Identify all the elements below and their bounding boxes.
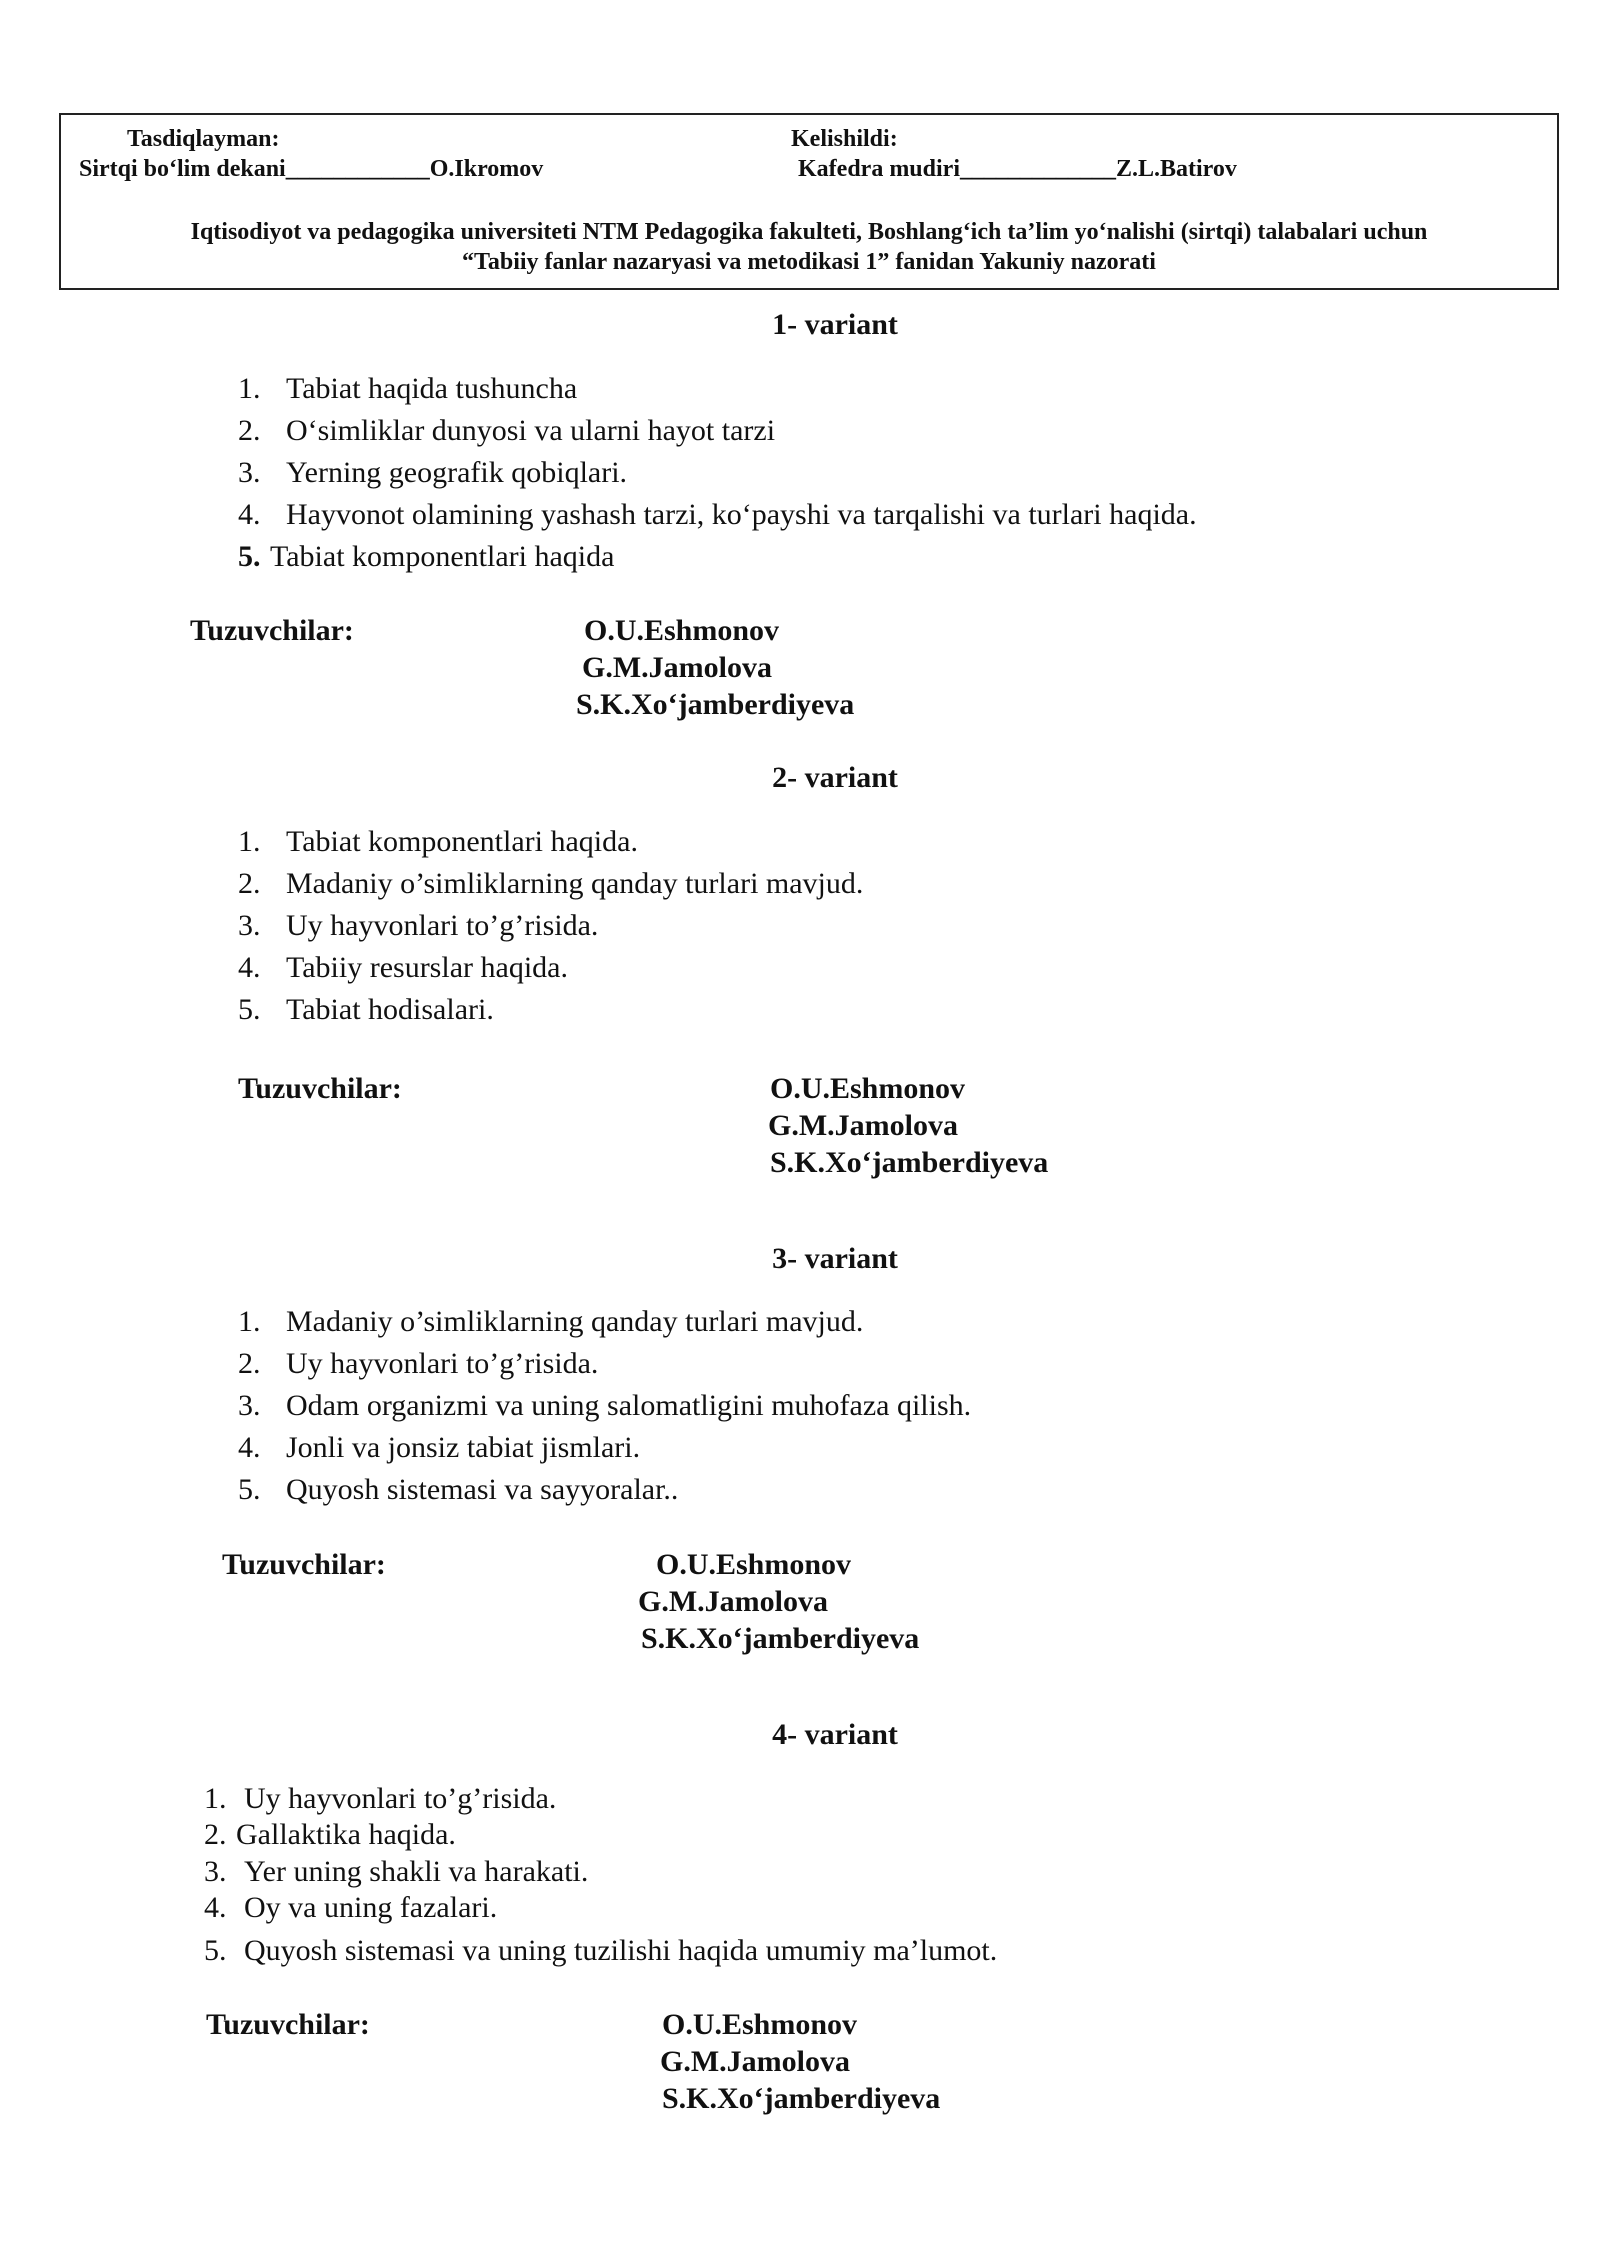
author-name: S.K.Xo‘jamberdiyeva bbox=[662, 2082, 941, 2115]
header-title-line2: “Tabiiy fanlar nazaryasi va metodikasi 1” fanidan Yakuniy nazorati bbox=[462, 249, 1156, 275]
author-name: O.U.Eshmonov bbox=[656, 1548, 852, 1581]
list-item: 5. Quyosh sistemasi va sayyoralar.. bbox=[238, 1473, 679, 1506]
list-item: 2. Madaniy o’simliklarning qanday turlari mavjud. bbox=[238, 867, 864, 900]
author-name: G.M.Jamolova bbox=[582, 651, 772, 684]
list-item: 3. Odam organizmi va uning salomatligini muhofaza qilish. bbox=[238, 1389, 972, 1422]
author-name: G.M.Jamolova bbox=[638, 1585, 828, 1618]
list-item: 5. Tabiat hodisalari. bbox=[238, 993, 494, 1026]
list-item: 2. Gallaktika haqida. bbox=[204, 1818, 456, 1851]
header-title-line1: Iqtisodiyot va pedagogika universiteti NTM Pedagogika fakulteti, Boshlang‘ich ta’lim yo‘nalishi (sirtqi) talabalari uchun bbox=[190, 219, 1428, 245]
variant-2-title: 2- variant bbox=[772, 761, 898, 794]
list-item: 4. Tabiiy resurslar haqida. bbox=[238, 951, 568, 984]
authors-label: Tuzuvchilar: bbox=[222, 1548, 386, 1581]
author-name: S.K.Xo‘jamberdiyeva bbox=[770, 1146, 1049, 1179]
header-box bbox=[59, 113, 1559, 290]
list-item: 5. Quyosh sistemasi va uning tuzilishi haqida umumiy ma’lumot. bbox=[204, 1934, 998, 1967]
list-item: 1. Tabiat komponentlari haqida. bbox=[238, 825, 638, 858]
variant-4-title: 4- variant bbox=[772, 1718, 898, 1751]
author-name: O.U.Eshmonov bbox=[770, 1072, 966, 1105]
list-item: 4. Jonli va jonsiz tabiat jismlari. bbox=[238, 1431, 641, 1464]
list-item: 1. Tabiat haqida tushuncha bbox=[238, 372, 578, 405]
author-name: S.K.Xo‘jamberdiyeva bbox=[641, 1622, 920, 1655]
list-item: 3. Yer uning shakli va harakati. bbox=[204, 1855, 589, 1888]
list-item: 3. Uy hayvonlari to’g’risida. bbox=[238, 909, 599, 942]
authors-label: Tuzuvchilar: bbox=[190, 614, 354, 647]
variant-3-title: 3- variant bbox=[772, 1242, 898, 1275]
list-item: 3. Yerning geografik qobiqlari. bbox=[238, 456, 628, 489]
author-name: G.M.Jamolova bbox=[768, 1109, 958, 1142]
dean-signature-line: Sirtqi bo‘lim dekani____________O.Ikromov bbox=[79, 156, 544, 182]
list-item: 4. Hayvonot olamining yashash tarzi, ko‘payshi va tarqalishi va turlari haqida. bbox=[238, 498, 1197, 531]
variant-1-title: 1- variant bbox=[772, 308, 898, 341]
list-item: 1. Uy hayvonlari to’g’risida. bbox=[204, 1782, 557, 1815]
author-name: O.U.Eshmonov bbox=[662, 2008, 858, 2041]
list-item: 2. Uy hayvonlari to’g’risida. bbox=[238, 1347, 599, 1380]
list-item: 5. Tabiat komponentlari haqida bbox=[238, 540, 615, 573]
agreed-label: Kelishildi: bbox=[791, 126, 898, 152]
authors-label: Tuzuvchilar: bbox=[238, 1072, 402, 1105]
list-item: 2. O‘simliklar dunyosi va ularni hayot tarzi bbox=[238, 414, 776, 447]
approve-label: Tasdiqlayman: bbox=[127, 126, 280, 152]
author-name: S.K.Xo‘jamberdiyeva bbox=[576, 688, 855, 721]
head-signature-line: Kafedra mudiri_____________Z.L.Batirov bbox=[798, 156, 1237, 182]
list-item: 4. Oy va uning fazalari. bbox=[204, 1891, 498, 1924]
author-name: O.U.Eshmonov bbox=[584, 614, 780, 647]
list-item: 1. Madaniy o’simliklarning qanday turlari mavjud. bbox=[238, 1305, 864, 1338]
author-name: G.M.Jamolova bbox=[660, 2045, 850, 2078]
authors-label: Tuzuvchilar: bbox=[206, 2008, 370, 2041]
